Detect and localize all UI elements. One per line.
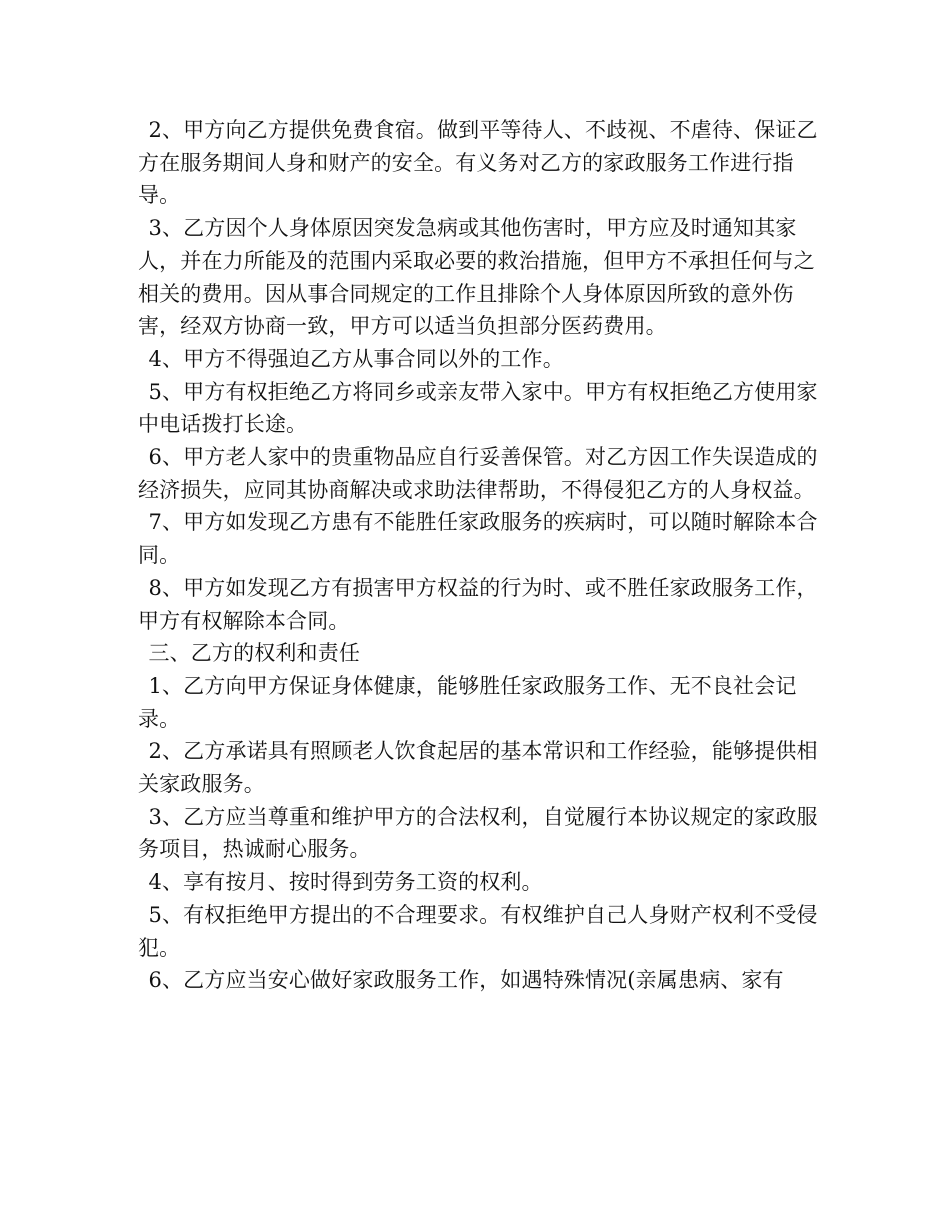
clause-7-disease-termination: 7、甲方如发现乙方患有不能胜任家政服务的疾病时，可以随时解除本合同。: [138, 510, 818, 568]
clause-3-illness-injury: 3、乙方因个人身体原因突发急病或其他伤害时，甲方应及时通知其家人，并在力所能及的范围内采取必要的救治措施，但甲方不承担任何与之相关的费用。因从事合同规定的工作且排除个人身体原因所致的意外伤害，经双方协商一致，甲方可以适当负担部分医药费用。: [138, 216, 815, 339]
party-b-clause-5: 5、有权拒绝甲方提出的不合理要求。有权维护自己人身财产权利不受侵犯。: [138, 902, 818, 960]
party-b-clause-4: 4、享有按月、按时得到劳务工资的权利。: [148, 870, 543, 895]
document-page: [138, 114, 818, 997]
party-b-clause-2: 2、乙方承诺具有照顾老人饮食起居的基本常识和工作经验，能够提供相关家政服务。: [138, 739, 818, 797]
clause-2-free-room-board: 2、甲方向乙方提供免费食宿。做到平等待人、不歧视、不虐待、保证乙方在服务期间人身和财产的安全。有义务对乙方的家政服务工作进行指导。: [138, 118, 818, 208]
clause-6-valuables: 6、甲方老人家中的贵重物品应自行妥善保管。对乙方因工作失误造成的经济损失，应同其协商解决或求助法律帮助，不得侵犯乙方的人身权益。: [138, 445, 818, 502]
party-b-clause-6: 6、乙方应当安心做好家政服务工作，如遇特殊情况(亲属患病、家有: [148, 968, 784, 993]
section-heading-3: 三、乙方的权利和责任: [148, 641, 360, 666]
party-b-clause-1: 1、乙方向甲方保证身体健康，能够胜任家政服务工作、无不良社会记录。: [138, 673, 797, 731]
clause-5-visitors-phone: 5、甲方有权拒绝乙方将同乡或亲友带入家中。甲方有权拒绝乙方使用家中电话拨打长途。: [138, 379, 818, 437]
clause-8-misconduct-termination: 8、甲方如发现乙方有损害甲方权益的行为时、或不胜任家政服务工作，甲方有权解除本合同。: [138, 575, 818, 633]
clause-4-no-extra-work: 4、甲方不得强迫乙方从事合同以外的工作。: [148, 346, 564, 371]
party-b-clause-3: 3、乙方应当尊重和维护甲方的合法权利，自觉履行本协议规定的家政服务项目，热诚耐心服务。: [138, 804, 818, 862]
